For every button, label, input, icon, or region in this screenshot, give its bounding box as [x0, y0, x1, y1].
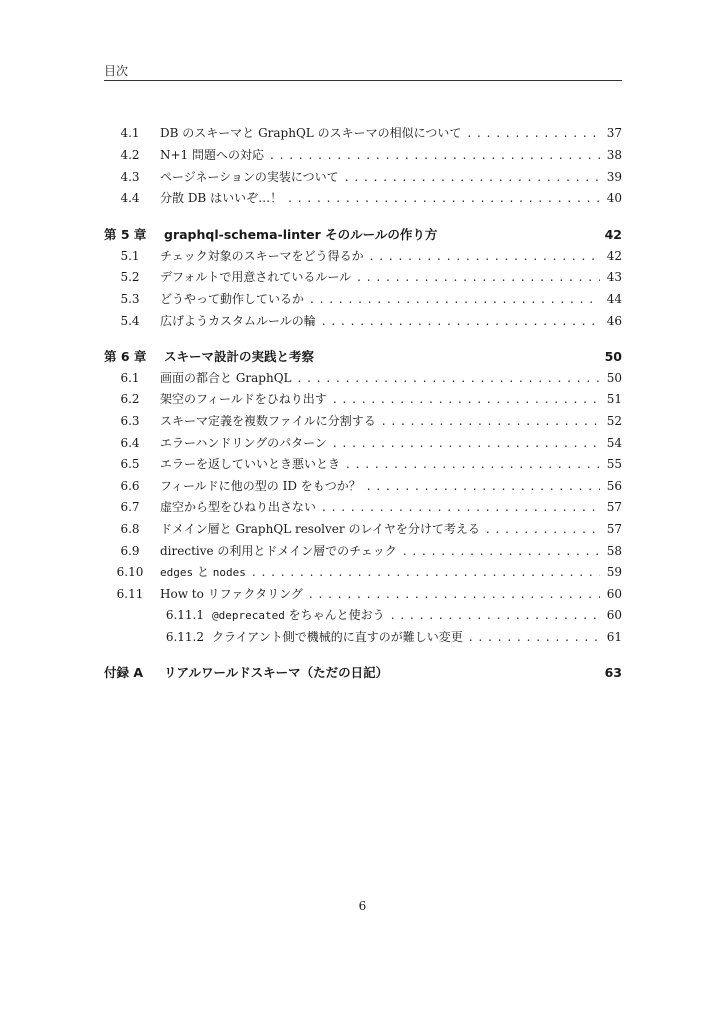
section-title: チェック対象のスキーマをどう得るか — [160, 249, 364, 263]
dot-leader — [486, 522, 600, 536]
dot-leader — [322, 314, 600, 328]
toc-entry-6-11[interactable] — [104, 585, 622, 605]
page-ref: 57 — [606, 522, 622, 536]
page-ref: 54 — [606, 436, 622, 450]
subsection-title: クライアント側で機械的に直すのが難しい変更 — [212, 630, 463, 644]
section-number: 5.3 — [120, 292, 140, 306]
toc-entry-4-1[interactable] — [104, 124, 622, 144]
dot-leader — [270, 148, 600, 162]
section-title: 分散 DB はいいぞ…！ — [160, 191, 283, 205]
section-number: 5.2 — [120, 270, 140, 284]
chapter-number: 第 6 章 — [104, 349, 147, 364]
dot-leader — [469, 630, 600, 644]
dot-leader — [367, 479, 600, 493]
page-ref: 44 — [606, 292, 622, 306]
subsection-title — [212, 606, 385, 623]
appendix-title: リアルワールドスキーマ（ただの日記） — [164, 665, 389, 680]
chapter-number: 第 5 章 — [104, 227, 147, 242]
section-number: 6.1 — [120, 371, 140, 385]
dot-leader — [346, 457, 600, 471]
section-title: How to リファクタリング — [160, 587, 303, 601]
section-number: 4.4 — [120, 191, 140, 205]
page-ref: 50 — [604, 349, 622, 364]
dot-leader — [345, 170, 600, 184]
code-deprecated: @deprecated — [212, 609, 285, 622]
toc-entry-4-4[interactable] — [104, 189, 622, 209]
section-number: 6.10 — [116, 565, 144, 579]
section-number: 4.2 — [120, 148, 140, 162]
section-number: 4.1 — [120, 126, 140, 140]
section-number: 6.4 — [120, 436, 140, 450]
toc-entry-5-4[interactable] — [104, 312, 622, 332]
dot-leader — [333, 436, 600, 450]
page-ref: 59 — [606, 565, 622, 579]
dot-leader — [288, 191, 600, 205]
section-title: ドメイン層と GraphQL resolver のレイヤを分けて考える — [160, 522, 480, 536]
toc-chapter-6[interactable] — [104, 347, 622, 367]
toc-entry-6-3[interactable] — [104, 412, 622, 432]
page-number: 6 — [358, 899, 367, 913]
dot-leader — [391, 608, 600, 622]
chapter-title: スキーマ設計の実践と考察 — [164, 349, 315, 364]
section-number: 6.5 — [120, 457, 140, 471]
section-title — [160, 563, 246, 580]
toc-entry-6-6[interactable] — [104, 477, 622, 497]
section-title: どうやって動作しているか — [160, 292, 305, 306]
subsection-number: 6.11.1 — [165, 608, 204, 622]
dot-leader — [467, 126, 600, 140]
page-ref: 37 — [606, 126, 622, 140]
page-ref: 58 — [606, 544, 622, 558]
section-title: 画面の都合と GraphQL — [160, 371, 292, 385]
page-ref: 60 — [606, 608, 622, 622]
appendix-label: 付録 A — [104, 665, 144, 680]
section-title: 架空のフィールドをひねり出す — [160, 392, 327, 406]
dot-leader — [298, 371, 600, 385]
section-title: 虚空から型をひねり出さない — [160, 500, 317, 514]
page-ref: 51 — [606, 392, 622, 406]
page-ref: 39 — [606, 170, 622, 184]
section-title: デフォルトで用意されているルール — [160, 270, 352, 284]
code-nodes: nodes — [212, 566, 246, 579]
toc-entry-6-4[interactable] — [104, 434, 622, 454]
page-ref: 52 — [606, 414, 622, 428]
page-ref: 42 — [606, 249, 622, 263]
section-number: 6.8 — [120, 522, 140, 536]
dot-leader — [252, 565, 600, 579]
page-ref: 60 — [606, 587, 622, 601]
section-title: エラーハンドリングのパターン — [160, 436, 327, 450]
section-number: 6.7 — [120, 500, 140, 514]
dot-leader — [322, 500, 600, 514]
section-number: 4.3 — [120, 170, 140, 184]
page-ref: 40 — [606, 191, 622, 205]
section-title: directive の利用とドメイン層でのチェック — [160, 544, 397, 558]
title-joiner: と — [193, 565, 213, 579]
page-ref: 57 — [606, 500, 622, 514]
dot-leader — [310, 292, 600, 306]
section-number: 6.3 — [120, 414, 140, 428]
page-ref: 43 — [606, 270, 622, 284]
section-number: 6.11 — [116, 587, 144, 601]
toc-entry-6-5[interactable] — [104, 455, 622, 475]
dot-leader — [357, 270, 600, 284]
dot-leader — [309, 587, 600, 601]
page-ref: 56 — [606, 479, 622, 493]
toc-chapter-5[interactable] — [104, 225, 622, 245]
dot-leader — [333, 392, 600, 406]
dot-leader — [403, 544, 600, 558]
toc-entry-6-11-2[interactable] — [104, 628, 622, 648]
dot-leader — [370, 249, 600, 263]
page-ref: 42 — [604, 227, 622, 242]
toc-entry-6-10[interactable] — [104, 563, 622, 583]
section-title: スキーマ定義を複数ファイルに分割する — [160, 414, 376, 428]
toc-entry-4-2[interactable] — [104, 146, 622, 166]
section-title: エラーを返していいとき悪いとき — [160, 457, 341, 471]
section-number: 6.9 — [120, 544, 140, 558]
toc-entry-5-3[interactable] — [104, 290, 622, 310]
toc-entry-6-7[interactable] — [104, 498, 622, 518]
section-title: DB のスキーマと GraphQL のスキーマの相似について — [160, 126, 462, 140]
title-rest: をちゃんと使おう — [284, 608, 385, 622]
section-number: 5.4 — [120, 314, 140, 328]
page-ref: 55 — [606, 457, 622, 471]
running-header: 目次 — [104, 64, 622, 81]
section-title: フィールドに他の型の ID をもつか？ — [160, 479, 361, 493]
section-number: 6.6 — [120, 479, 140, 493]
toc-appendix-a[interactable] — [104, 663, 622, 683]
chapter-title: graphql-schema-linter そのルールの作り方 — [164, 227, 438, 242]
dot-leader — [382, 414, 600, 428]
toc-entry-6-2[interactable] — [104, 390, 622, 410]
section-title: 広げようカスタムルールの輪 — [160, 314, 316, 328]
toc-entry-5-1[interactable] — [104, 247, 622, 267]
section-title: N+1 問題への対応 — [160, 148, 265, 162]
toc-entry-4-3[interactable] — [104, 168, 622, 188]
page-ref: 63 — [604, 665, 622, 680]
toc-entry-5-2[interactable] — [104, 268, 622, 288]
page-ref: 50 — [606, 371, 622, 385]
subsection-number: 6.11.2 — [165, 630, 204, 644]
section-number: 6.2 — [120, 392, 140, 406]
page-ref: 46 — [606, 314, 622, 328]
page-ref: 61 — [606, 630, 622, 644]
toc-entry-6-11-1[interactable] — [104, 606, 622, 626]
toc-entry-6-9[interactable] — [104, 542, 622, 562]
toc-entry-6-1[interactable] — [104, 369, 622, 389]
section-number: 5.1 — [120, 249, 140, 263]
toc-entry-6-8[interactable] — [104, 520, 622, 540]
section-title: ページネーションの実装について — [160, 170, 339, 184]
code-edges: edges — [160, 566, 194, 579]
page-ref: 38 — [606, 148, 622, 162]
